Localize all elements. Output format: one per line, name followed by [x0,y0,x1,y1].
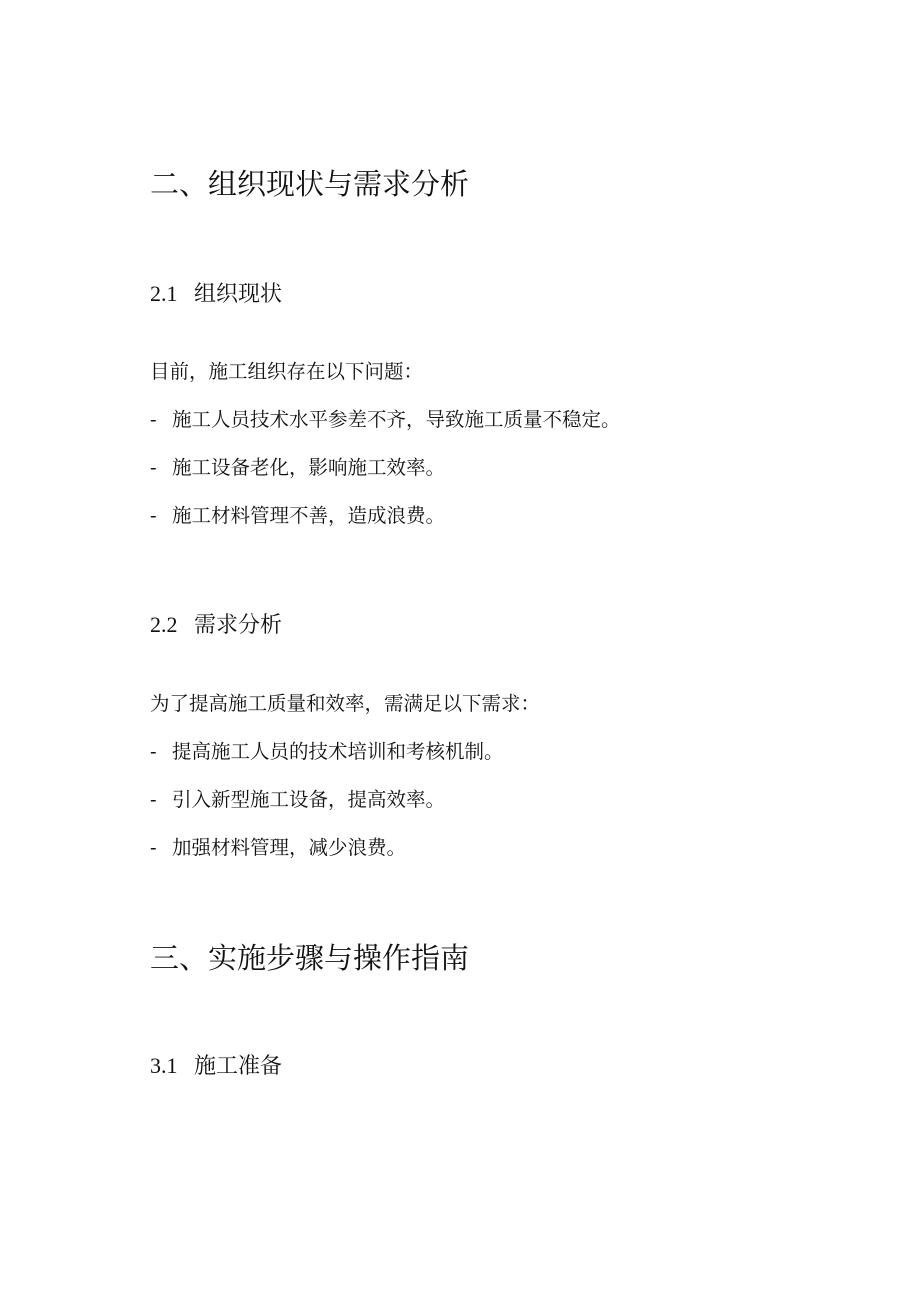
section-heading-3: 三、实施步骤与操作指南 [150,941,470,975]
list-item [150,458,445,478]
subsection-title: 组织现状 [194,282,283,307]
paragraph-intro-2-2: 为了提高施工质量和效率，需满足以下需求： [150,692,541,715]
subsection-heading-2-1 [150,283,282,306]
subsection-title: 需求分析 [194,613,283,638]
list-item [150,790,445,810]
list-item [150,410,621,430]
subsection-number: 2.2 [150,612,178,637]
list-item-text: 提高施工人员的技术培训和考核机制。 [172,740,504,763]
list-marker: - [150,836,157,859]
list-item-text: 施工人员技术水平参差不齐，导致施工质量不稳定。 [172,408,621,431]
subsection-heading-3-1 [150,1055,282,1078]
paragraph-intro-2-1: 目前，施工组织存在以下问题： [150,360,424,383]
subsection-number: 2.1 [150,281,178,306]
subsection-number: 3.1 [150,1053,178,1078]
section-heading-2: 二、组织现状与需求分析 [150,167,470,201]
list-item-text: 加强材料管理，减少浪费。 [172,836,407,859]
subsection-title: 施工准备 [194,1054,283,1079]
list-item-text: 施工设备老化，影响施工效率。 [172,456,446,479]
list-marker: - [150,788,157,811]
list-marker: - [150,504,157,527]
list-item [150,742,504,762]
list-item [150,838,406,858]
subsection-heading-2-2 [150,614,282,637]
list-item [150,506,445,526]
list-item-text: 施工材料管理不善，造成浪费。 [172,504,446,527]
list-marker: - [150,408,157,431]
list-item-text: 引入新型施工设备，提高效率。 [172,788,446,811]
list-marker: - [150,456,157,479]
list-marker: - [150,740,157,763]
